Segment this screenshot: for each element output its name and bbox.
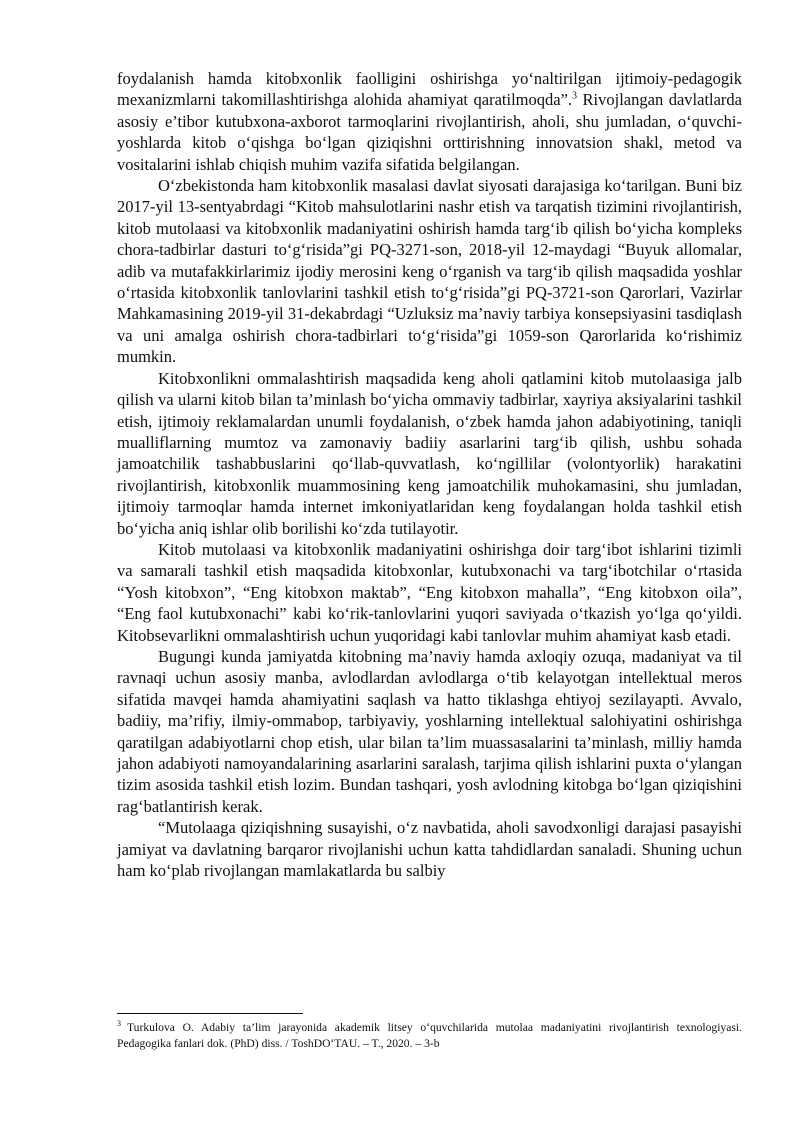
paragraph-text-continued: Rivojlangan davlatlarda asosiy e’tibor kutubxona-axborot tarmoqlarini rivojlantirish, aholi, shu jumladan, o‘quvchi-yoshlarda kitob o‘qishga bo‘lgan qiziqishni orttirishning innovatsion shakl, metod va vositalarini ishlab chiqish muhim vazifa sifatida belgilangan. [117,90,742,174]
paragraph-5: Bugungi kunda jamiyatda kitobning ma’naviy hamda axloqiy ozuqa, madaniyat va til ravnaqi uchun asosiy manba, avlodlardan avlodlarga o‘tib kelayotgan intellektual meros sifatida mavqei hamda ahamiyatini saqlash va hatto tiklashga ehtiyoj sezilayapti. Avvalo, badiiy, ma’rifiy, ilmiy-ommabop, tarbiyaviy, yoshlarning intellektual salohiyatini oshirishga qaratilgan adabiyotlarni chop etish, ular bilan ta’lim muassasalarini ta’minlash, milliy hamda jahon adabiyoti namoyandalarining asarlarini saralash, tarjima qilish ishlarini puxta o‘ylangan tizim asosida tashkil etish lozim. Bundan tashqari, yosh avlodning kitobga bo‘lgan qiziqishini rag‘batlantirish kerak. [117,646,742,816]
paragraph-6: “Mutolaaga qiziqishning susayishi, o‘z navbatida, aholi savodxonligi darajasi pasayishi jamiyat va davlatning barqaror rivojlanishi uchun katta tahdidlardan sanaladi. Shuning uchun ham ko‘plab rivojlangan mamlakatlarda bu salbiy [117,818,742,881]
paragraph-2: O‘zbekistonda ham kitobxonlik masalasi davlat siyosati darajasiga ko‘tarilgan. Buni biz 2017-yil 13-sentyabrdagi “Kitob mahsulotlarini nashr etish va tarqatish tizimini rivojlantirish, kitob mutolaasi va kitobxonlik madaniyatini oshirish hamda targ‘ib qilish bo‘yicha kompleks chora-tadbirlar dasturi to‘g‘risida”gi PQ-3271-son, 2018-yil 12-maydagi “Buyuk allomalar, adib va mutafakkirlarimiz ijodiy merosini keng o‘rganish va targ‘ib qilish maqsadida yoshlar o‘rtasida kitobxonlik tanlovlarini tashkil etish to‘g‘risida”gi PQ-3721-son Qarorlari, Vazirlar Mahkamasining 2019-yil 31-dekabrdagi “Uzluksiz ma’naviy tarbiya konsepsiyasini tasdiqlash va uni amalga oshirish chora-tadbirlari to‘g‘risida”gi 1059-son Qarorlarida ko‘rishimiz mumkin. [117,176,742,367]
footnote-reference: 3 [572,90,578,102]
footnote [117,1020,742,1052]
paragraph-text: foydalanish hamda kitobxonlik faolligini oshirishga yo‘naltirilgan ijtimoiy-pedagogik mexanizmlarni takomillashtirishga alohida ahamiyat qaratilmoqda”. [117,69,742,110]
footnote-marker: 3 [117,1019,121,1029]
footnote-text: Turkulova O. Adabiy ta’lim jarayonida akademik litsey o‘quvchilarida mutolaa madaniyatini rivojlantirish texnologiyasi. Pedagogika fanlari dok. (PhD) diss. / ToshDO‘TAU. – T., 2020. – 3-b [117,1021,742,1050]
paragraph-1 [117,68,742,175]
paragraph-3: Kitobxonlikni ommalashtirish maqsadida keng aholi qatlamini kitob mutolaasiga jalb qilish va ularni kitob bilan ta’minlash bo‘yicha ommaviy tadbirlar, xayriya aksiyalarini tashkil etish, ijtimoiy reklamalardan unumli foydalanish, o‘zbek hamda jahon adabiyotining, taniqli mualliflarning mumtoz va zamonaviy badiiy asarlarini targ‘ib qilish, ushbu sohada jamoatchilik tashabbuslarini qo‘llab-quvvatlash, ko‘ngillilar (volontyorlik) harakatini rivojlantirish, kitobxonlik muammosining keng jamoatchilik muhokamasini, shu jumladan, ijtimoiy tarmoqlar hamda internet imkoniyatlaridan keng foydalangan holda tashkil etish bo‘yicha aniq ishlar olib borilishi ko‘zda tutilayotir. [117,368,742,538]
footnote-divider [117,1013,303,1014]
paragraph-4: Kitob mutolaasi va kitobxonlik madaniyatini oshirishga doir targ‘ibot ishlarini tizimli va samarali tashkil etish maqsadida kitobxonlar, kutubxonachi va targ‘ibotchilar o‘rtasida “Yosh kitobxon”, “Eng kitobxon maktab”, “Eng kitobxon mahalla”, “Eng kitobxon oila”, “Eng faol kutubxonachi” kabi ko‘rik-tanlovlarini yuqori saviyada o‘tkazish yo‘lga qo‘yildi. Kitobsevarlikni ommalashtirish uchun yuqoridagi kabi tanlovlar muhim ahamiyat kasb etadi. [117,539,742,645]
body-text [117,68,742,881]
